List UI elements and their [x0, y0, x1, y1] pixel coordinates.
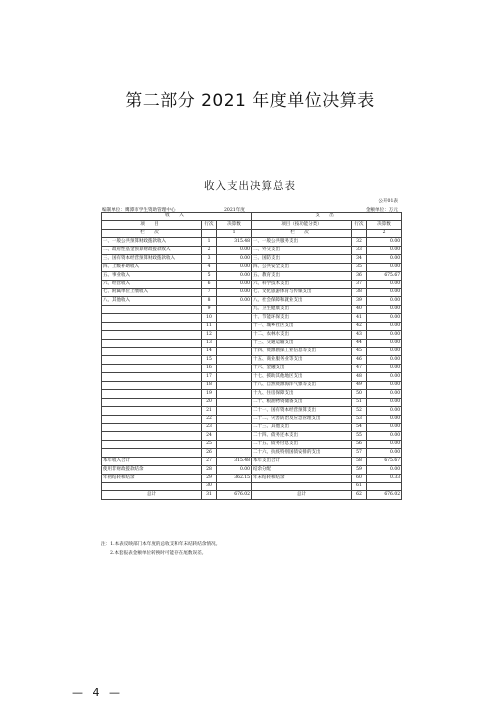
page-number: — 4 —: [72, 686, 123, 699]
income-item-cell: [102, 364, 202, 372]
report-year: 2021年度: [224, 208, 245, 213]
income-item-cell: [102, 415, 202, 423]
income-row-no-cell: 1: [202, 238, 217, 246]
expense-item-cell: 十六、金融支出: [252, 364, 352, 372]
income-amount-cell: [217, 381, 252, 389]
unit-name: 编制单位：鹰潭市学生资助管理中心: [102, 208, 176, 213]
income-amount-cell: [217, 339, 252, 347]
income-item-cell: [102, 381, 202, 389]
expense-item-cell: 二十二、灾害防治及应急管理支出: [252, 415, 352, 423]
table-row: [102, 305, 402, 313]
income-row-no-cell: 28: [202, 466, 217, 474]
income-amount-cell: 315.48: [217, 238, 252, 246]
income-column-label: 栏 次: [102, 229, 202, 237]
income-total-row-no: 31: [202, 491, 217, 499]
income-row-no-cell: 9: [202, 305, 217, 313]
expense-row-no-cell: 45: [352, 348, 367, 356]
income-row-no-cell: 22: [202, 415, 217, 423]
income-row-no-cell: 23: [202, 423, 217, 431]
expense-item-cell: 本年支出合计: [252, 457, 352, 465]
income-total-label: 总计: [102, 491, 202, 499]
expense-item-cell: 十、节能环保支出: [252, 314, 352, 322]
expense-item-cell: [252, 483, 352, 491]
table-row: [102, 255, 402, 263]
income-item-cell: 六、经营收入: [102, 280, 202, 288]
income-amount-cell: [217, 305, 252, 313]
table-row: [102, 356, 402, 364]
expense-row-no-cell: 38: [352, 288, 367, 296]
expense-amount-cell: 0.00: [367, 373, 402, 381]
income-row-no-cell: 12: [202, 331, 217, 339]
table-row: [102, 474, 402, 482]
expense-total-amount: 676.02: [367, 491, 402, 499]
income-amount-cell: [217, 373, 252, 381]
income-item-cell: [102, 322, 202, 330]
income-amount-cell: [217, 314, 252, 322]
expense-row-no-cell: 50: [352, 390, 367, 398]
expense-item-cell: 二十五、债务付息支出: [252, 440, 352, 448]
income-item-cell: [102, 449, 202, 457]
table-row: [102, 238, 402, 246]
table-row: [102, 280, 402, 288]
expense-amount-cell: 0.00: [367, 314, 402, 322]
expense-column-label: 栏 次: [252, 229, 352, 237]
income-row-no-cell: 30: [202, 483, 217, 491]
expense-item-cell: 十四、资源勘探工业信息等支出: [252, 348, 352, 356]
expense-row-no-header: 行次: [352, 221, 367, 229]
income-item-cell: [102, 339, 202, 347]
income-amount-cell: [217, 322, 252, 330]
income-row-no-cell: 4: [202, 263, 217, 271]
expense-row-no-cell: 61: [352, 483, 367, 491]
income-row-no-header: 行次: [202, 221, 217, 229]
income-item-cell: [102, 423, 202, 431]
table-row: [102, 449, 402, 457]
expense-amount-cell: 0.00: [367, 423, 402, 431]
table-row: [102, 322, 402, 330]
income-column-blank: [202, 229, 217, 237]
expense-amount-cell: 0.33: [367, 474, 402, 482]
expense-item-cell: 三、国防支出: [252, 255, 352, 263]
income-row-no-cell: 20: [202, 398, 217, 406]
expense-row-no-cell: 41: [352, 314, 367, 322]
table-row: [102, 381, 402, 389]
expense-item-cell: 二十六、抗疫特别国债安排的支出: [252, 449, 352, 457]
total-row: [102, 491, 402, 499]
expense-row-no-cell: 52: [352, 407, 367, 415]
table-row: [102, 432, 402, 440]
table-title: 收入支出决算总表: [204, 180, 296, 192]
expense-row-no-cell: 47: [352, 364, 367, 372]
expense-amount-cell: 675.67: [367, 457, 402, 465]
income-amount-header: 决算数: [217, 221, 252, 229]
expense-row-no-cell: 49: [352, 381, 367, 389]
expense-row-no-cell: 39: [352, 297, 367, 305]
income-amount-cell: 0.00: [217, 263, 252, 271]
income-amount-cell: 0.00: [217, 272, 252, 280]
table-row: [102, 263, 402, 271]
income-item-cell: 三、国有资本经营预算财政拨款收入: [102, 255, 202, 263]
table-row: [102, 246, 402, 254]
table-row: [102, 364, 402, 372]
table-row: [102, 272, 402, 280]
expense-row-no-cell: 60: [352, 474, 367, 482]
income-amount-cell: [217, 449, 252, 457]
expense-item-cell: 六、科学技术支出: [252, 280, 352, 288]
income-item-cell: [102, 314, 202, 322]
income-item-cell: 使用非财政拨款结余: [102, 466, 202, 474]
income-total-amount: 676.02: [217, 491, 252, 499]
income-item-cell: [102, 440, 202, 448]
amount-unit: 金额单位：万元: [365, 208, 398, 213]
income-row-no-cell: 15: [202, 356, 217, 364]
income-item-cell: [102, 373, 202, 381]
expense-amount-cell: 0.00: [367, 305, 402, 313]
expense-row-no-cell: 33: [352, 246, 367, 254]
header-row-groups: [102, 213, 402, 221]
expense-row-no-cell: 53: [352, 415, 367, 423]
income-row-no-cell: 2: [202, 246, 217, 254]
income-item-cell: [102, 356, 202, 364]
table-row: [102, 423, 402, 431]
income-header: 收 入: [102, 213, 252, 221]
note-line-2: 2.本套报表金额单位转换时可能存在尾数误差。: [110, 550, 207, 556]
table-row: [102, 483, 402, 491]
income-item-cell: [102, 407, 202, 415]
expense-amount-cell: 0.00: [367, 297, 402, 305]
expense-row-no-cell: 40: [352, 305, 367, 313]
income-item-header: 项 目: [102, 221, 202, 229]
income-amount-cell: [217, 364, 252, 372]
income-row-no-cell: 6: [202, 280, 217, 288]
income-row-no-cell: 11: [202, 322, 217, 330]
income-row-no-cell: 14: [202, 348, 217, 356]
income-item-cell: 一、一般公共预算财政拨款收入: [102, 238, 202, 246]
expense-row-no-cell: 37: [352, 280, 367, 288]
expense-item-cell: 结余分配: [252, 466, 352, 474]
expense-amount-cell: 0.00: [367, 398, 402, 406]
income-item-cell: [102, 432, 202, 440]
expense-amount-cell: 0.00: [367, 432, 402, 440]
expense-item-cell: 十九、住房保障支出: [252, 390, 352, 398]
expense-row-no-cell: 57: [352, 449, 367, 457]
expense-row-no-cell: 59: [352, 466, 367, 474]
table-row: [102, 339, 402, 347]
expense-item-cell: 二十四、债务还本支出: [252, 432, 352, 440]
note-line-1: 注：1.本表反映部门本年度的总收支和年末结转结余情况。: [101, 542, 221, 547]
income-row-no-cell: 17: [202, 373, 217, 381]
income-amount-cell: 0.00: [217, 466, 252, 474]
income-amount-cell: [217, 432, 252, 440]
expense-row-no-cell: 32: [352, 238, 367, 246]
expense-row-no-cell: 35: [352, 263, 367, 271]
expense-item-cell: 二十一、国有资本经营预算支出: [252, 407, 352, 415]
income-amount-cell: [217, 348, 252, 356]
expense-row-no-cell: 58: [352, 457, 367, 465]
income-row-no-cell: 19: [202, 390, 217, 398]
expense-amount-cell: 0.00: [367, 339, 402, 347]
income-item-cell: [102, 390, 202, 398]
table-row: [102, 373, 402, 381]
table-row: [102, 407, 402, 415]
expense-item-cell: 二十三、其他支出: [252, 423, 352, 431]
income-amount-cell: 0.00: [217, 280, 252, 288]
expense-amount-cell: 0.00: [367, 364, 402, 372]
expense-item-cell: 二十、粮油物资储备支出: [252, 398, 352, 406]
expense-item-cell: 十五、商业服务业等支出: [252, 356, 352, 364]
table-row: [102, 348, 402, 356]
expense-row-no-cell: 34: [352, 255, 367, 263]
expense-item-cell: 七、文化旅游体育与传媒支出: [252, 288, 352, 296]
expense-item-cell: 年末结转和结余: [252, 474, 352, 482]
income-row-no-cell: 26: [202, 449, 217, 457]
income-amount-cell: [217, 331, 252, 339]
expense-amount-cell: 0.00: [367, 449, 402, 457]
expense-item-cell: 九、卫生健康支出: [252, 305, 352, 313]
income-row-no-cell: 29: [202, 474, 217, 482]
expense-row-no-cell: 48: [352, 373, 367, 381]
expense-row-no-cell: 43: [352, 331, 367, 339]
expense-column-blank: [352, 229, 367, 237]
expense-item-cell: 十七、援助其他地区支出: [252, 373, 352, 381]
income-item-cell: [102, 348, 202, 356]
expense-item-cell: 四、公共安全支出: [252, 263, 352, 271]
expense-amount-cell: 0.00: [367, 238, 402, 246]
form-code: 公开01表: [378, 199, 398, 204]
expense-item-cell: 五、教育支出: [252, 272, 352, 280]
income-item-cell: 七、附属单位上缴收入: [102, 288, 202, 296]
expense-amount-cell: 0.00: [367, 322, 402, 330]
income-item-cell: 本年收入合计: [102, 457, 202, 465]
expense-amount-cell: 0.00: [367, 440, 402, 448]
part-title: 第二部分 2021 年度单位决算表: [125, 91, 375, 111]
expense-total-row-no: 62: [352, 491, 367, 499]
income-row-no-cell: 13: [202, 339, 217, 347]
table-row: [102, 331, 402, 339]
income-expense-table: [101, 212, 402, 500]
income-item-cell: 四、上级补助收入: [102, 263, 202, 271]
expense-row-no-cell: 56: [352, 440, 367, 448]
income-item-cell: [102, 398, 202, 406]
expense-row-no-cell: 44: [352, 339, 367, 347]
expense-amount-cell: 0.00: [367, 255, 402, 263]
income-row-no-cell: 10: [202, 314, 217, 322]
table-row: [102, 466, 402, 474]
income-amount-cell: [217, 440, 252, 448]
expense-header: 支 出: [252, 213, 402, 221]
expense-amount-cell: 675.67: [367, 272, 402, 280]
expense-amount-cell: 0.00: [367, 280, 402, 288]
income-amount-cell: [217, 390, 252, 398]
income-item-cell: 五、事业收入: [102, 272, 202, 280]
income-column-1: 1: [217, 229, 252, 237]
income-amount-cell: [217, 415, 252, 423]
header-row-column-index: [102, 229, 402, 237]
expense-item-cell: 十八、自然资源海洋气象等支出: [252, 381, 352, 389]
income-row-no-cell: 7: [202, 288, 217, 296]
income-amount-cell: 0.00: [217, 288, 252, 296]
expense-item-cell: 十一、城乡社区支出: [252, 322, 352, 330]
income-amount-cell: [217, 483, 252, 491]
expense-item-cell: 八、社会保障和就业支出: [252, 297, 352, 305]
income-item-cell: 年初结转和结余: [102, 474, 202, 482]
expense-amount-header: 决算数: [367, 221, 402, 229]
expense-item-cell: 一、一般公共服务支出: [252, 238, 352, 246]
expense-amount-cell: [367, 483, 402, 491]
expense-amount-cell: 0.00: [367, 246, 402, 254]
expense-column-2: 2: [367, 229, 402, 237]
income-amount-cell: 362.15: [217, 474, 252, 482]
income-item-cell: 八、其他收入: [102, 297, 202, 305]
income-amount-cell: [217, 356, 252, 364]
expense-amount-cell: 0.00: [367, 331, 402, 339]
income-amount-cell: 0.00: [217, 255, 252, 263]
table-row: [102, 314, 402, 322]
expense-row-no-cell: 42: [352, 322, 367, 330]
notes: [101, 541, 220, 558]
expense-amount-cell: 0.00: [367, 407, 402, 415]
income-row-no-cell: 16: [202, 364, 217, 372]
table-row: [102, 390, 402, 398]
income-amount-cell: [217, 407, 252, 415]
income-row-no-cell: 5: [202, 272, 217, 280]
income-row-no-cell: 27: [202, 457, 217, 465]
expense-row-no-cell: 51: [352, 398, 367, 406]
table-row: [102, 440, 402, 448]
header-row-columns: [102, 221, 402, 229]
expense-amount-cell: 0.00: [367, 415, 402, 423]
income-amount-cell: [217, 398, 252, 406]
income-item-cell: [102, 305, 202, 313]
income-row-no-cell: 3: [202, 255, 217, 263]
income-amount-cell: 315.48: [217, 457, 252, 465]
income-row-no-cell: 25: [202, 440, 217, 448]
expense-row-no-cell: 36: [352, 272, 367, 280]
expense-amount-cell: 0.00: [367, 466, 402, 474]
table-row: [102, 457, 402, 465]
table-row: [102, 415, 402, 423]
expense-amount-cell: 0.00: [367, 356, 402, 364]
expense-total-label: 总计: [252, 491, 352, 499]
income-amount-cell: 0.00: [217, 297, 252, 305]
income-amount-cell: 0.00: [217, 246, 252, 254]
expense-row-no-cell: 46: [352, 356, 367, 364]
expense-item-header: 项目（按功能分类）: [252, 221, 352, 229]
expense-item-cell: 十二、农林水支出: [252, 331, 352, 339]
expense-amount-cell: 0.00: [367, 381, 402, 389]
income-item-cell: 二、政府性基金预算财政拨款收入: [102, 246, 202, 254]
income-row-no-cell: 18: [202, 381, 217, 389]
income-item-cell: [102, 483, 202, 491]
expense-amount-cell: 0.00: [367, 263, 402, 271]
table-row: [102, 297, 402, 305]
expense-amount-cell: 0.00: [367, 390, 402, 398]
table-row: [102, 288, 402, 296]
expense-item-cell: 十三、交通运输支出: [252, 339, 352, 347]
table-row: [102, 398, 402, 406]
income-row-no-cell: 21: [202, 407, 217, 415]
income-item-cell: [102, 331, 202, 339]
expense-row-no-cell: 55: [352, 432, 367, 440]
income-amount-cell: [217, 423, 252, 431]
expense-amount-cell: 0.00: [367, 348, 402, 356]
expense-item-cell: 二、外交支出: [252, 246, 352, 254]
expense-row-no-cell: 54: [352, 423, 367, 431]
expense-amount-cell: 0.00: [367, 288, 402, 296]
income-row-no-cell: 24: [202, 432, 217, 440]
income-row-no-cell: 8: [202, 297, 217, 305]
